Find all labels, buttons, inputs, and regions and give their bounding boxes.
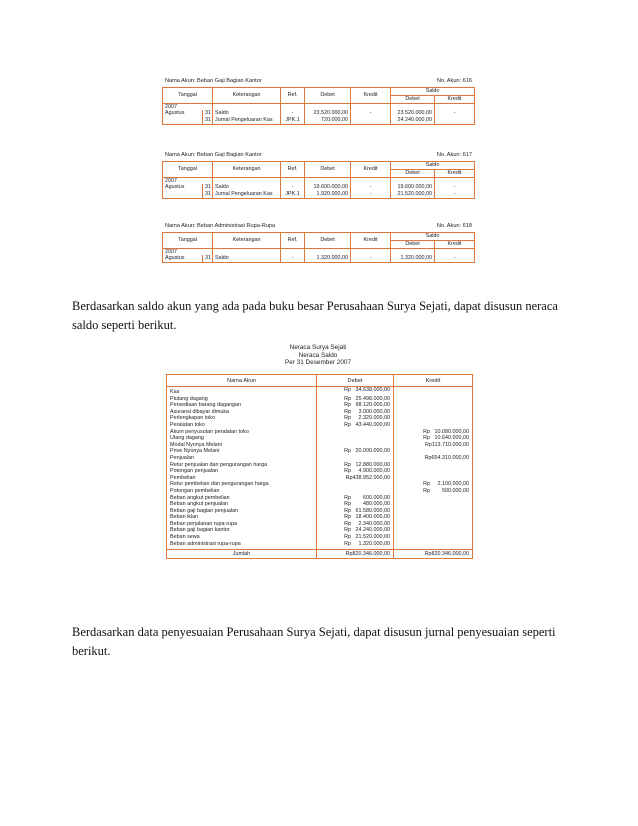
saldo-debet-cell: 24.240.000,00 [391,117,435,124]
table-row [167,527,473,534]
account-name-cell: Utang dagang [167,435,317,442]
kredit-cell [394,527,473,534]
ledger-account-name: Nama Akun: Beban Gaji Bagian Kantor [165,78,262,84]
debet-cell [317,455,394,462]
kredit-cell: Rp 2.100.000,00 [394,481,473,488]
year-cell: 2007 [163,177,213,184]
report-date: Per 31 Desember 2007 [284,359,352,367]
kredit-cell [394,501,473,508]
ledger-account-number: No. Akun: 617 [436,152,472,158]
table-row [167,429,473,436]
table-row [163,255,475,262]
debet-cell: Rp 25.498.000,00 [317,396,394,403]
table-row [167,409,473,416]
month-cell: Agustus [163,255,203,262]
saldo-debet-cell: 21.520.000,00 [391,191,435,198]
table-row [167,501,473,508]
account-name-cell: Beban iklan [167,514,317,521]
kredit-cell: Rp113.710.000,00 [394,442,473,449]
debet-cell: Rp 480.000,00 [317,501,394,508]
month-cell [163,117,203,124]
month-cell [163,191,203,198]
account-name-cell: Peralatan toko [167,422,317,429]
col-tanggal: Tanggal [163,162,213,178]
account-name-cell: Beban gaji bagian penjualan [167,508,317,515]
report-name: Neraca Saldo [298,351,338,359]
ledger-table [162,161,475,199]
kredit-cell [394,422,473,429]
day-cell: 31 [203,117,213,124]
kredit-cell [394,396,473,403]
debet-cell: Rp 3.000.000,00 [317,409,394,416]
day-cell: 31 [203,184,213,191]
account-name-cell: Beban administrasi rupa-rupa [167,541,317,550]
desc-cell: Saldo [213,255,281,262]
col-ref: Ref. [281,162,305,178]
year-cell: 2007 [163,103,213,110]
kredit-cell: - [351,255,391,262]
ledger-account-name: Nama Akun: Beban Gaji Bagian Kantor [165,152,262,158]
debet-cell: Rp438.952.000,00 [317,475,394,482]
trial-balance-title [162,344,474,367]
ref-cell: - [281,110,305,117]
debet-cell: Rp 12.880.000,00 [317,462,394,469]
table-row [167,396,473,403]
table-row [163,248,475,255]
account-name-cell: Beban angkut pembelian [167,495,317,502]
kredit-cell [394,514,473,521]
table-row [167,488,473,495]
desc-cell: Jurnal Pengeluaran Kas [213,117,281,124]
kredit-cell [394,521,473,528]
col-kredit: Kredit [394,375,473,387]
ledger-table [162,87,475,125]
saldo-kredit-cell: - [435,191,475,198]
debet-cell: 1.920.000,00 [305,191,351,198]
debet-cell [317,481,394,488]
table-row [167,462,473,469]
account-name-cell: Perlengkapan toko [167,415,317,422]
col-tanggal: Tanggal [163,233,213,249]
table-row [167,448,473,455]
saldo-debet-cell: 19.600.000,00 [391,184,435,191]
ledger-account-name: Nama Akun: Beban Administrasi Rupa-Rupa [165,223,276,229]
kredit-cell: - [351,184,391,191]
paragraph-2: Berdasarkan data penyesuaian Perusahaan Surya Sejati, dapat disusun jurnal penyesuaian seperti berikut. [72,625,556,658]
kredit-cell [394,462,473,469]
table-row [167,415,473,422]
col-debet: Debet [317,375,394,387]
saldo-debet-cell: 23.520.000,00 [391,110,435,117]
kredit-cell: Rp 10.640.000,00 [394,435,473,442]
paragraph-1: Berdasarkan saldo akun yang ada pada buku besar Perusahaan Surya Sejati, dapat disusun neraca saldo seperti berikut. [72,299,558,332]
kredit-cell: - [351,110,391,117]
account-name-cell: Beban angkut penjualan [167,501,317,508]
debet-cell: Rp 600.000,00 [317,495,394,502]
table-row [167,435,473,442]
col-nama-akun: Nama Akun [167,375,317,387]
saldo-kredit-cell: - [435,184,475,191]
desc-cell: Saldo [213,184,281,191]
table-row [167,387,473,396]
ledger-account-number: No. Akun: 616 [436,78,472,84]
table-row [167,475,473,482]
col-debet: Debet [305,88,351,104]
table-row [167,541,473,550]
table-row [167,422,473,429]
kredit-cell: Rp 500.000,00 [394,488,473,495]
table-row [167,468,473,475]
debet-cell: 720.000,00 [305,117,351,124]
month-cell: Agustus [163,110,203,117]
table-row [167,495,473,502]
debet-cell [317,429,394,436]
table-row [167,521,473,528]
col-kredit: Kredit [351,88,391,104]
table-row [167,481,473,488]
ledger-beban-gaji-617 [162,151,474,199]
ref-cell: - [281,184,305,191]
debet-cell: Rp 43.440.000,00 [317,422,394,429]
ledger-account-number: No. Akun: 618 [436,223,472,229]
account-name-cell: Piutang dagang [167,396,317,403]
kredit-cell [351,117,391,124]
col-saldo-debet: Debet [391,240,435,248]
col-keterangan: Keterangan [213,162,281,178]
debet-cell: 23.520.000,00 [305,110,351,117]
account-name-cell: Retur penjualan dan pengurangan harga [167,462,317,469]
ref-cell: JPK.1 [281,117,305,124]
debet-cell [317,435,394,442]
account-name-cell: Modal Nyonya Melani [167,442,317,449]
day-cell: 31 [203,191,213,198]
kredit-cell [394,387,473,396]
col-saldo: Saldo [391,233,475,241]
debet-cell [317,488,394,495]
saldo-kredit-cell: - [435,255,475,262]
debet-cell: Rp 34.638.000,00 [317,387,394,396]
col-debet: Debet [305,233,351,249]
table-row [163,191,475,198]
table-row [167,534,473,541]
kredit-cell: Rp654.310.000,00 [394,455,473,462]
kredit-cell [394,448,473,455]
year-cell: 2007 [163,248,213,255]
total-label: Jumlah [167,550,317,559]
table-row [163,117,475,124]
debet-cell: Rp 4.900.000,00 [317,468,394,475]
debet-cell [317,442,394,449]
col-saldo: Saldo [391,88,475,96]
col-tanggal: Tanggal [163,88,213,104]
debet-cell: Rp 20.000.000,00 [317,448,394,455]
kredit-cell: - [351,191,391,198]
col-saldo-kredit: Kredit [435,95,475,103]
account-name-cell: Pembelian [167,475,317,482]
table-row [163,184,475,191]
table-row [163,103,475,110]
table-row [167,514,473,521]
ledger-beban-administrasi-618 [162,222,474,263]
trial-balance-table [166,374,473,559]
kredit-cell [394,402,473,409]
col-ref: Ref. [281,88,305,104]
account-name-cell: Akum penyusutan peralatan toko [167,429,317,436]
table-row [167,508,473,515]
col-kredit: Kredit [351,233,391,249]
table-row [167,442,473,449]
saldo-kredit-cell [435,117,475,124]
desc-cell: Jurnal Pengeluaran Kas [213,191,281,198]
account-name-cell: Asuransi dibayar dimuka [167,409,317,416]
kredit-cell [394,468,473,475]
debet-cell: Rp 98.120.000,00 [317,402,394,409]
col-ref: Ref. [281,233,305,249]
account-name-cell: Persediaan barang dagangan [167,402,317,409]
account-name-cell: Beban sewa [167,534,317,541]
debet-cell: Rp 61.580.000,00 [317,508,394,515]
col-kredit: Kredit [351,162,391,178]
account-name-cell: Potongan penjualan [167,468,317,475]
company-name: Neraca Surya Sejati [289,344,347,351]
kredit-cell [394,415,473,422]
day-cell: 31 [203,255,213,262]
day-cell: 31 [203,110,213,117]
table-row [163,177,475,184]
table-row [163,110,475,117]
kredit-cell [394,541,473,550]
total-kredit: Rp820.346.000,00 [394,550,473,559]
debet-cell: Rp 21.520.000,00 [317,534,394,541]
debet-cell: Rp 24.240.000,00 [317,527,394,534]
month-cell: Agustus [163,184,203,191]
table-row [167,455,473,462]
account-name-cell: Prive Nyonya Melani [167,448,317,455]
account-name-cell: Potongan pembelian [167,488,317,495]
debet-cell: Rp 1.320.000,00 [317,541,394,550]
debet-cell: Rp 2.340.000,00 [317,521,394,528]
ref-cell: JPK.1 [281,191,305,198]
col-debet: Debet [305,162,351,178]
col-saldo-debet: Debet [391,169,435,177]
col-saldo-kredit: Kredit [435,240,475,248]
account-name-cell: Retur pembelian dan pengurangan harga [167,481,317,488]
ref-cell: - [281,255,305,262]
ledger-table [162,232,475,263]
saldo-kredit-cell: - [435,110,475,117]
account-name-cell: Kas [167,387,317,396]
debet-cell: Rp 18.400.000,00 [317,514,394,521]
desc-cell: Saldo [213,110,281,117]
debet-cell: Rp 2.320.000,00 [317,415,394,422]
col-saldo: Saldo [391,162,475,170]
account-name-cell: Penjualan [167,455,317,462]
debet-cell: 1.320.000,00 [305,255,351,262]
kredit-cell [394,475,473,482]
kredit-cell [394,495,473,502]
kredit-cell: Rp 10.080.000,00 [394,429,473,436]
col-keterangan: Keterangan [213,88,281,104]
kredit-cell [394,409,473,416]
debet-cell: 19.600.000,00 [305,184,351,191]
total-row [167,550,473,559]
total-debet: Rp820.346.000,00 [317,550,394,559]
kredit-cell [394,508,473,515]
col-saldo-kredit: Kredit [435,169,475,177]
col-keterangan: Keterangan [213,233,281,249]
table-row [167,402,473,409]
account-name-cell: Beban gaji bagian kantor [167,527,317,534]
kredit-cell [394,534,473,541]
account-name-cell: Beban perjalanan rupa-rupa [167,521,317,528]
col-saldo-debet: Debet [391,95,435,103]
saldo-debet-cell: 1.320.000,00 [391,255,435,262]
ledger-beban-gaji-616 [162,77,474,125]
